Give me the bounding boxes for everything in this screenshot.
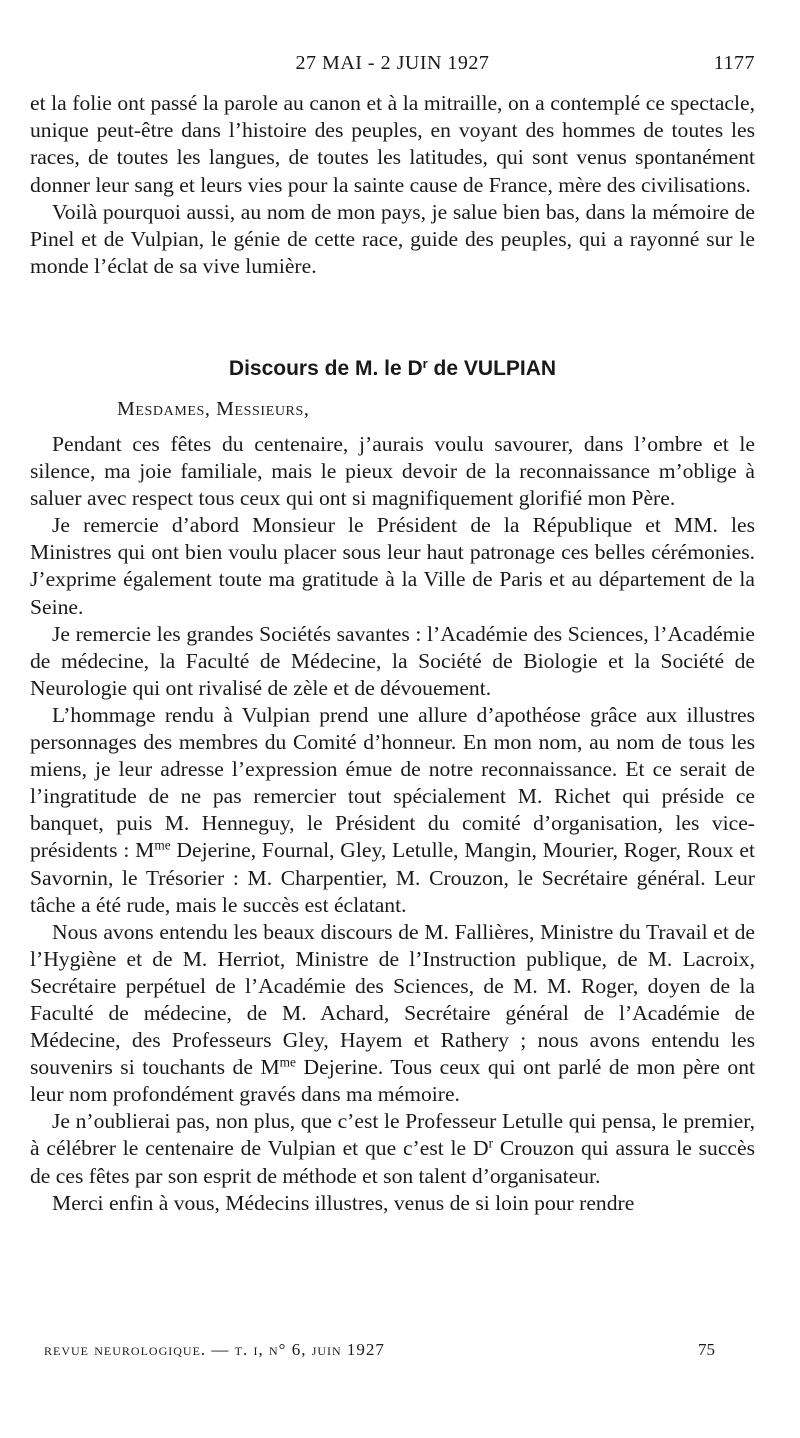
speech-paragraph-7: Merci enfin à vous, Médecins illustres, venus de si loin pour rendre xyxy=(52,1190,635,1215)
speech-paragraph-1: Pendant ces fêtes du centenaire, j’aurais voulu savourer, dans l’ombre et le silence, ma joie familiale, mais le pieux devoir de la reconnaissance m’oblige à saluer avec respect tous ceux qui ont si magnifiquement glorifié mon Père. xyxy=(30,432,755,511)
speech-paragraph-6-b: Crouzon qui assura le succès de ces fêtes par son esprit de méthode et son talent d’organisateur. xyxy=(30,1136,755,1188)
speech-paragraph-4 xyxy=(30,702,755,919)
speech-paragraph-6-sup: r xyxy=(488,1136,494,1152)
intro-text xyxy=(30,90,755,280)
intro-paragraph-2: Voilà pourquoi aussi, au nom de mon pays, je salue bien bas, dans la mémoire de Pinel et de Vulpian, le génie de cette race, guide des peuples, qui a rayonné sur le monde l’éclat de sa vive lumière. xyxy=(30,199,755,279)
speech-paragraph-4-a: L’hommage rendu à Vulpian prend une allure d’apothéose grâce aux illustres personnages des membres du Comité d’honneur. En mon nom, au nom de tous les miens, je leur adresse l’expression émue de notre reconnaissance. Et ce serait de l’ingratitude de ne pas remercier tout spécialement M. Richet qui préside ce banquet, puis M. Henneguy, le Président du comité d’organisation, les vice-présidents : M xyxy=(30,702,755,863)
speech-paragraph-2: Je remercie d’abord Monsieur le Président de la République et MM. les Ministres qui ont bien voulu placer sous leur haut patronage ces belles cérémonies. J’exprime également toute ma gratitude à la Ville de Paris et au département de la Seine. xyxy=(30,513,755,619)
section-title-sup: r xyxy=(422,355,428,371)
running-header xyxy=(30,52,755,80)
section-title-post: de VULPIAN xyxy=(427,357,557,380)
speech-paragraph-4-b: Dejerine, Fournal, Gley, Letulle, Mangin, Mourier, Roger, Roux et Savornin, le Trésorier : M. Charpentier, M. Crouzon, le Secrétaire général. Leur tâche a été rude, mais le succès est éclatant. xyxy=(30,838,755,917)
speech-paragraph-6 xyxy=(30,1108,755,1189)
header-date: 27 MAI - 2 JUIN 1927 xyxy=(295,52,490,74)
section-title xyxy=(30,355,755,383)
footer-page-number: 75 xyxy=(698,1340,715,1359)
speech-paragraph-5 xyxy=(30,919,755,1109)
speech-paragraph-5-b: Dejerine. Tous ceux qui ont parlé de mon père ont leur nom profondément gravés dans ma mémoire. xyxy=(30,1055,755,1107)
salutation: Mesdames, Messieurs, xyxy=(117,398,310,420)
speech-paragraph-3: Je remercie les grandes Sociétés savantes : l’Académie des Sciences, l’Académie de médecine, la Faculté de Médecine, la Société de Biologie et la Société de Neurologie qui ont rivalisé de zèle et de dévouement. xyxy=(30,621,755,700)
intro-paragraph-1: et la folie ont passé la parole au canon et à la mitraille, on a contemplé ce spectacle, unique peut-être dans l’histoire des peuples, en voyant des hommes de toutes les races, de toutes les langues, de toutes les latitudes, qui sont venus spontanément donner leur sang et leurs vies pour la sainte cause de France, mère des civilisations. xyxy=(30,91,755,197)
section-title-pre: Discours de M. le D xyxy=(228,357,423,380)
speech-text xyxy=(30,431,755,1217)
footer-journal: revue neurologique. — t. i, n° 6, juin 1927 xyxy=(44,1340,385,1359)
speech-paragraph-6-a: Je n’oublierai pas, non plus, que c’est le Professeur Letulle qui pensa, le premier, à célébrer le centenaire de Vulpian et que c’est le D xyxy=(30,1109,755,1161)
speech-paragraph-4-sup: me xyxy=(154,838,171,854)
header-page-number: 1177 xyxy=(713,52,755,74)
page-footer xyxy=(30,1340,715,1366)
speech-paragraph-5-a: Nous avons entendu les beaux discours de M. Fallières, Ministre du Travail et de l’Hygiène et de M. Herriot, Ministre de l’Instruction publique, de M. Lacroix, Secrétaire perpétuel de l’Académie des Sciences, de M. M. Roger, doyen de la Faculté de médecine, de M. Achard, Secrétaire général de l’Académie de Médecine, des Professeurs Gley, Hayem et Rathery ; nous avons entendu les souvenirs si touchants de M xyxy=(30,919,755,1080)
speech-paragraph-5-sup: me xyxy=(279,1054,296,1070)
